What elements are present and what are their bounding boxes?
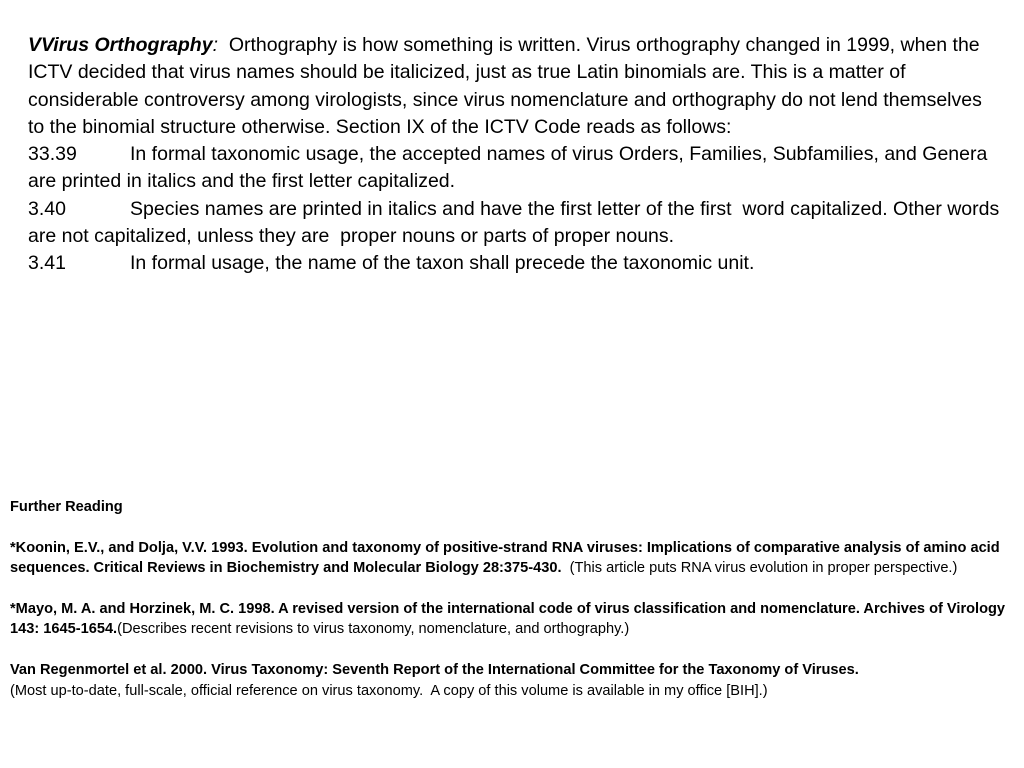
reference-mayo [10, 599, 1016, 640]
reference-note: (Describes recent revisions to virus taxonomy, nomenclature, and orthography.) [117, 621, 630, 638]
rule-text: In formal taxonomic usage, the accepted names of virus Orders, Families, Subfamilies, and Genera are printed in italics and the first letter capitalized. [28, 143, 988, 193]
rule-text: In formal usage, the name of the taxon shall precede the taxonomic unit. [130, 252, 755, 275]
reference-citation: *Mayo, M. A. and Horzinek, M. C. 1998. A revised version of the international code of virus classification and nomenclature. Archives of Virology 143: 1645-1654. [10, 601, 1006, 638]
orthography-term-colon: : [212, 34, 218, 56]
rule-number: 3.41 [28, 252, 66, 275]
code-rule-3-41 [28, 250, 1000, 277]
intro-text: Orthography is how something is written. Virus orthography changed in 1999, when the ICTV decided that virus names should be italicized, just as true Latin binomials are. This is a matter of considerable controversy among virologists, since virus nomenclature and orthography do not lend themselves to the binomial structure otherwise. Section IX of the ICTV Code reads as follows: [28, 34, 988, 138]
reference-note: (Most up-to-date, full-scale, official reference on virus taxonomy. A copy of this volume is available in my office [BIH].) [10, 682, 768, 699]
further-reading-section [10, 497, 1016, 721]
rule-number: 3.40 [28, 197, 66, 220]
reference-van-regenmortel [10, 660, 1016, 701]
reference-koonin [10, 538, 1016, 579]
intro-paragraph [28, 32, 1000, 141]
rule-text: Species names are printed in italics and have the first letter of the first word capitalized. Other words are not capitalized, unless they are proper nouns or parts of proper nouns. [28, 197, 1005, 248]
reference-citation: *Koonin, E.V., and Dolja, V.V. 1993. Evolution and taxonomy of positive-strand RNA viruses: Implications of comparative analysis of amino acid sequences. Critical Reviews in Biochemistry and Molecular Biology 28:375-430. [10, 539, 1000, 577]
code-rule-33-39 [28, 141, 1000, 196]
rule-number: 33.39 [28, 143, 77, 166]
code-rule-3-40 [28, 196, 1005, 251]
further-reading-title: Further Reading [10, 499, 123, 515]
reference-note: (This article puts RNA virus evolution in proper perspective.) [561, 560, 958, 577]
orthography-section [28, 32, 1005, 278]
orthography-term: VVirus Orthography [28, 34, 213, 56]
reference-citation: Van Regenmortel et al. 2000. Virus Taxonomy: Seventh Report of the International Committee for the Taxonomy of Viruses. [10, 662, 859, 679]
